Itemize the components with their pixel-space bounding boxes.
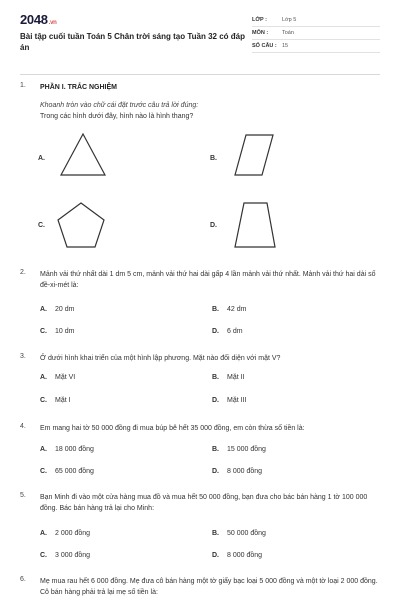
- option-text: Mặt VI: [55, 374, 76, 381]
- option-text: 18 000 đồng: [55, 446, 94, 453]
- question-1: [20, 82, 380, 93]
- option-letter: D.: [212, 328, 219, 335]
- option-text: 10 dm: [55, 328, 75, 335]
- option-b[interactable]: [212, 306, 246, 313]
- option-a[interactable]: [40, 306, 74, 313]
- meta-row-count: [252, 40, 380, 53]
- question-number: 5.: [20, 492, 26, 499]
- option-letter: D.: [212, 552, 219, 559]
- option-d[interactable]: [212, 397, 246, 404]
- option-c[interactable]: [40, 328, 74, 335]
- option-letter: A.: [40, 446, 47, 453]
- meta-label: MÔN :: [252, 30, 269, 36]
- option-c[interactable]: [40, 397, 71, 404]
- option-a-label[interactable]: A.: [38, 155, 45, 162]
- question-1-instruction: [20, 100, 380, 122]
- question-number: 3.: [20, 353, 26, 360]
- option-b[interactable]: [212, 446, 266, 453]
- option-text: 6 dm: [227, 328, 243, 335]
- document-title: Bài tập cuối tuần Toán 5 Chân trời sáng tạo Tuần 32 có đáp án: [20, 32, 245, 52]
- question-2: [20, 269, 380, 291]
- option-text: 8 000 đồng: [227, 468, 263, 475]
- meta-value: 15: [282, 43, 289, 49]
- option-c[interactable]: [40, 552, 90, 559]
- question-5: [20, 492, 380, 514]
- option-letter: B.: [212, 306, 219, 313]
- option-text: 15 000 đồng: [227, 446, 266, 453]
- meta-label: SỐ CÂU :: [252, 43, 277, 49]
- question-number: 4.: [20, 423, 26, 430]
- trapezoid-icon: [232, 200, 278, 250]
- question-number: 6.: [20, 576, 26, 583]
- option-d-label[interactable]: D.: [210, 222, 217, 229]
- option-text: 20 dm: [55, 306, 75, 313]
- option-d[interactable]: [212, 468, 262, 475]
- section-title: PHẦN I. TRẮC NGHIỆM: [40, 84, 117, 91]
- option-b[interactable]: [212, 374, 245, 381]
- option-text: 3 000 đồng: [55, 552, 91, 559]
- question-text: Bạn Minh đi vào một cửa hàng mua đồ và mua hết 50 000 đồng, bạn đưa cho bác bán hàng 1 tờ 100 000 đồng. Bác bán hàng trả lại cho Minh:: [40, 494, 368, 512]
- option-letter: B.: [212, 446, 219, 453]
- option-letter: D.: [212, 397, 219, 404]
- option-b[interactable]: [212, 530, 266, 537]
- instruction-text: Khoanh tròn vào chữ cái đặt trước câu trả lời đúng:: [40, 102, 199, 109]
- question-text: Mẹ mua rau hết 6 000 đồng. Mẹ đưa cô bán hàng một tờ giấy bạc loại 5 000 đồng và một tờ loại 2 000 đồng. Cô bán hàng phải trả lại mẹ số tiền là:: [40, 578, 378, 596]
- option-letter: B.: [212, 374, 219, 381]
- option-d[interactable]: [212, 328, 243, 335]
- meta-table: [252, 14, 380, 53]
- question-text: Trong các hình dưới đây, hình nào là hình thang?: [40, 113, 194, 120]
- option-text: 2 000 đồng: [55, 530, 91, 537]
- option-a[interactable]: [40, 446, 94, 453]
- header-divider: [20, 74, 380, 75]
- option-letter: A.: [40, 306, 47, 313]
- option-letter: D.: [212, 468, 219, 475]
- meta-value: Toán: [282, 30, 294, 36]
- parallelogram-icon: [232, 132, 276, 178]
- question-number: 1.: [20, 82, 26, 89]
- option-text: Mặt III: [227, 397, 247, 404]
- option-letter: C.: [40, 328, 47, 335]
- question-4: [20, 423, 380, 434]
- question-6: [20, 576, 380, 598]
- question-3: [20, 353, 380, 364]
- question-text: Em mang hai tờ 50 000 đồng đi mua búp bê hết 35 000 đồng, em còn thừa số tiền là:: [40, 425, 305, 432]
- meta-row-subject: [252, 27, 380, 40]
- option-letter: A.: [40, 374, 47, 381]
- option-letter: B.: [212, 530, 219, 537]
- question-text: Mảnh vải thứ nhất dài 1 dm 5 cm, mảnh vải thứ hai dài gấp 4 lần mảnh vải thứ nhất. Mảnh vải thứ hai dài số đề-xi-mét là:: [40, 271, 376, 289]
- option-a[interactable]: [40, 374, 75, 381]
- option-text: 65 000 đồng: [55, 468, 94, 475]
- option-letter: C.: [40, 397, 47, 404]
- logo-main: 2048: [20, 12, 48, 27]
- option-b-label[interactable]: B.: [210, 155, 217, 162]
- meta-label: LỚP :: [252, 17, 267, 23]
- question-text: Ở dưới hình khai triển của một hình lập phương. Mặt nào đối diện với mặt V?: [40, 355, 281, 362]
- logo-suffix: .vn: [48, 20, 57, 26]
- option-d[interactable]: [212, 552, 262, 559]
- option-text: Mặt II: [227, 374, 245, 381]
- option-letter: C.: [40, 552, 47, 559]
- option-text: Mặt I: [55, 397, 71, 404]
- option-letter: A.: [40, 530, 47, 537]
- option-c-label[interactable]: C.: [38, 222, 45, 229]
- option-text: 8 000 đồng: [227, 552, 263, 559]
- option-text: 42 dm: [227, 306, 247, 313]
- meta-value: Lớp 5: [282, 17, 297, 23]
- option-c[interactable]: [40, 468, 94, 475]
- option-letter: C.: [40, 468, 47, 475]
- triangle-icon: [58, 132, 108, 178]
- meta-row-class: [252, 14, 380, 27]
- pentagon-icon: [55, 200, 107, 250]
- option-text: 50 000 đồng: [227, 530, 266, 537]
- option-a[interactable]: [40, 530, 90, 537]
- question-number: 2.: [20, 269, 26, 276]
